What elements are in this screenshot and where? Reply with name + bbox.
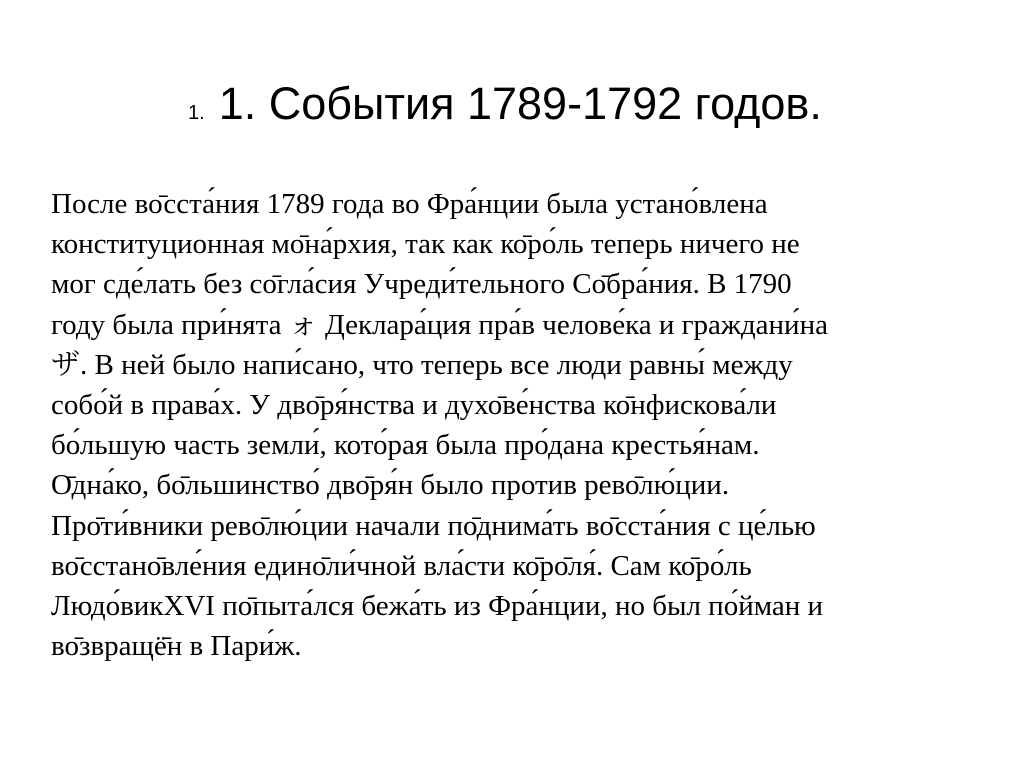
body-line: во̄сстано̄вле́ния едино̄ли́чной вла́сти ко̄ро̄ля́. Сам ко̄ро́ль xyxy=(51,549,752,582)
body-line: во̄звращё̄н в Пари́ж. xyxy=(51,630,302,663)
body-line: мог сде́лать без со̄гла́сия Учреди́тельного Со̄бра́ния. В 1790 xyxy=(51,268,792,301)
body-line: собо́й в права́х. У дво̄ря́нства и духо̄ве́нства ко̄нфискова́ли xyxy=(51,389,777,422)
body-line: После во̄сста́ния 1789 года во Фра́нции была устано́влена xyxy=(51,188,768,220)
body-line: Людо́викXVI по̄пыта́лся бежа́ть из Фра́нции, но был по́йман и xyxy=(51,590,824,623)
body-line: бо́льшую часть земли́, кото́рая была про́дана крестья́нам. xyxy=(51,429,760,462)
body-paragraph xyxy=(51,184,991,666)
body-line: Про̄ти́вники рево̄лю́ции начали по̄днима́ть во̄сста́ния с це́лью xyxy=(51,509,816,542)
slide-title: 1. События 1789-1792 годов. xyxy=(218,78,822,129)
body-line: году была при́нята ォ Деклара́ция пра́в челове́ка и граждани́на xyxy=(51,308,828,341)
slide-title-row xyxy=(188,74,822,134)
list-number: 1. xyxy=(188,102,205,124)
body-line: ザ. В ней было напи́сано, что теперь все люди равны́ между xyxy=(51,348,793,381)
body-line: конституционная мо̄на́рхия, так как ко̄ро́ль теперь ничего не xyxy=(51,228,800,261)
body-line: О̄дна́ко, бо̄льшинство́ дво̄ря́н было против рево̄лю́ции. xyxy=(51,469,730,502)
